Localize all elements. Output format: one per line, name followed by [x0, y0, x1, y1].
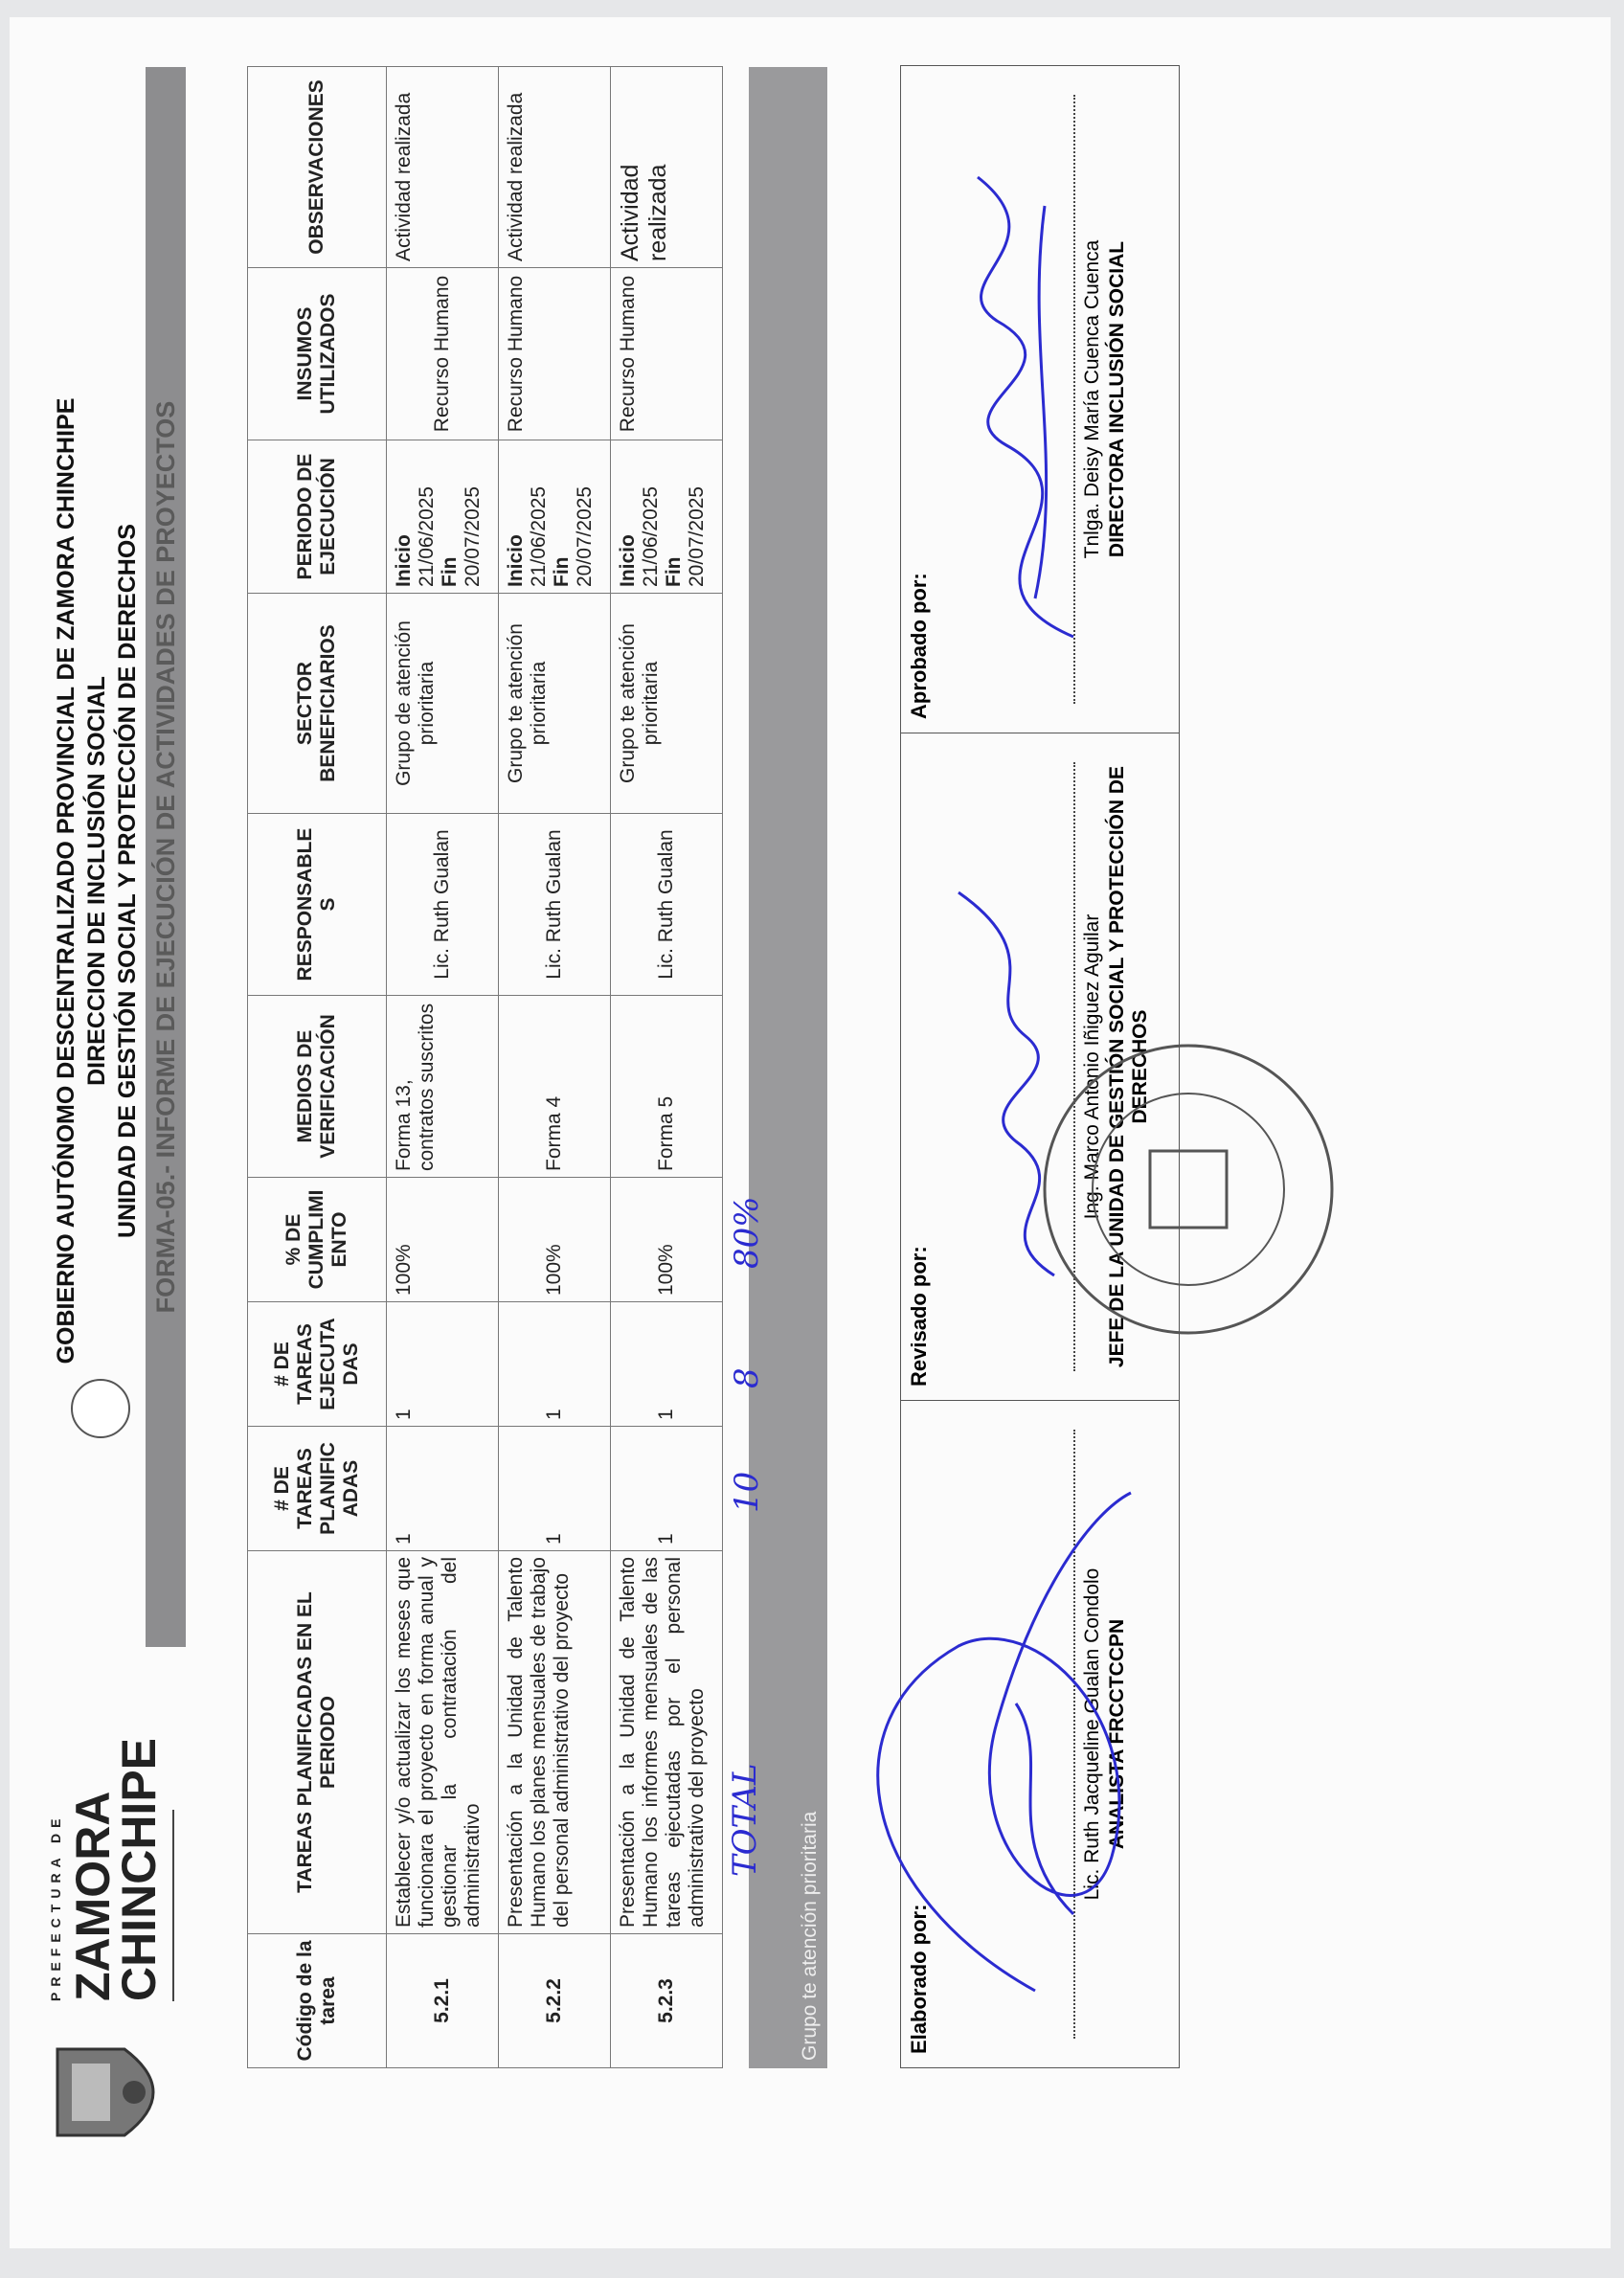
verification-means: Forma 4 — [499, 996, 611, 1178]
col-header: PERIODO DE EJECUCIÓN — [248, 440, 387, 594]
table-row — [387, 67, 499, 2068]
period-start-label: Inicio — [505, 534, 527, 587]
period-end: 20/07/2025 — [686, 485, 708, 587]
signer-name: Lic. Ruth Jacqueline Gualan Condolo — [1081, 1568, 1103, 1901]
beneficiary-sector: Grupo te atención prioritaria — [611, 594, 723, 814]
responsible: Lic. Ruth Gualan — [611, 814, 723, 996]
handwritten-percent: 80% — [728, 1196, 766, 1269]
signature-title: Aprobado por: — [907, 573, 931, 719]
col-header: % DE CUMPLIMI ENTO — [248, 1178, 387, 1302]
col-header: INSUMOS UTILIZADOS — [248, 268, 387, 440]
signature-aprobado — [901, 66, 1179, 733]
beneficiary-sector: Grupo de atención prioritaria — [387, 594, 499, 814]
signer-role: ANALISTA FRCCTCCPN — [1106, 1618, 1128, 1850]
signature-title: Revisado por: — [907, 1246, 931, 1387]
completion-percent: 100% — [387, 1178, 499, 1302]
task-description: Presentación a la Unidad de Talento Humano los planes mensuales de trabajo del personal administrativo del proyecto — [499, 1551, 611, 1934]
completion-percent: 100% — [499, 1178, 611, 1302]
col-header: # DE TAREAS EJECUTA DAS — [248, 1302, 387, 1427]
signature-elaborado — [901, 1400, 1179, 2067]
signature-revisado — [901, 733, 1179, 1400]
period-end: 20/07/2025 — [574, 485, 596, 587]
period-start: 21/06/2025 — [416, 485, 438, 587]
responsible: Lic. Ruth Gualan — [387, 814, 499, 996]
table-row — [611, 67, 723, 2068]
executed-count: 1 — [499, 1302, 611, 1427]
footer-label: Grupo te atención prioritaria — [799, 1811, 821, 2061]
signer-name: Tnlga. Deisy María Cuenca Cuenca — [1081, 239, 1103, 559]
planned-count: 1 — [387, 1427, 499, 1551]
inputs-used: Recurso Humano — [499, 268, 611, 440]
beneficiary-sector: Grupo te atención prioritaria — [499, 594, 611, 814]
header-line-2: DIRECCION DE INCLUSIÓN SOCIAL — [83, 676, 110, 1086]
executed-count: 1 — [387, 1302, 499, 1427]
col-header: Código de la tarea — [248, 1934, 387, 2068]
period-start-label: Inicio — [617, 534, 639, 587]
form-title-band: FORMA-05.- INFORME DE EJECUCIÓN DE ACTIVIDADES DE PROYECTOS — [146, 67, 186, 1647]
observations: Actividad realizada — [611, 67, 723, 268]
task-code: 5.2.3 — [611, 1934, 723, 2068]
col-header: OBSERVACIONES — [248, 67, 387, 268]
period-start: 21/06/2025 — [528, 485, 550, 587]
task-description: Presentación a la Unidad de Talento Humano los informes mensuales de las tareas ejecutadas por el personal administrativo del proyecto — [611, 1551, 723, 1934]
header-line-3: UNIDAD DE GESTIÓN SOCIAL Y PROTECCIÓN DE DERECHOS — [114, 524, 141, 1238]
period-end-label: Fin — [439, 556, 461, 587]
col-header: RESPONSABLE S — [248, 814, 387, 996]
verification-means: Forma 13, contratos suscritos — [387, 996, 499, 1178]
execution-period — [499, 440, 611, 594]
period-end-label: Fin — [551, 556, 573, 587]
signer-name: Ing. Marco Antonio Iñiguez Aguilar — [1081, 913, 1103, 1220]
handwritten-executed: 8 — [728, 1367, 766, 1388]
header-line-1: GOBIERNO AUTÓNOMO DESCENTRALIZADO PROVINCIAL DE ZAMORA CHINCHIPE — [53, 397, 79, 1365]
table-header-row — [248, 67, 387, 2068]
signer-role: DIRECTORA INCLUSIÓN SOCIAL — [1106, 240, 1128, 558]
task-code: 5.2.2 — [499, 1934, 611, 2068]
task-description: Establecer y/o actualizar los meses que funcionara el proyecto en forma anual y gestionar la contratación del administrativo — [387, 1551, 499, 1934]
signature-box — [900, 65, 1180, 2068]
inputs-used: Recurso Humano — [611, 268, 723, 440]
activities-table — [247, 66, 723, 2068]
col-header: TAREAS PLANIFICADAS EN EL PERIODO — [248, 1551, 387, 1934]
responsible: Lic. Ruth Gualan — [499, 814, 611, 996]
completion-percent: 100% — [611, 1178, 723, 1302]
official-stamp-icon — [1035, 1036, 1342, 1342]
col-header: MEDIOS DE VERIFICACIÓN — [248, 996, 387, 1178]
logo-zamora: ZAMORA — [66, 1791, 120, 2001]
handwritten-signature-icon — [844, 1474, 1188, 2010]
period-start-label: Inicio — [393, 534, 415, 587]
period-start: 21/06/2025 — [640, 485, 662, 587]
inputs-used: Recurso Humano — [387, 268, 499, 440]
executed-count: 1 — [611, 1302, 723, 1427]
planned-count: 1 — [611, 1427, 723, 1551]
signer-role: JEFE DE LA UNIDAD DE GESTIÓN SOCIAL Y PROTECCIÓN DE DERECHOS — [1106, 765, 1151, 1368]
handwritten-total: TOTAL — [726, 1763, 764, 1877]
col-header: # DE TAREAS PLANIFIC ADAS — [248, 1427, 387, 1551]
execution-period — [387, 440, 499, 594]
prefectura-logo — [38, 1724, 201, 2145]
col-header: SECTOR BENEFICIARIOS — [248, 594, 387, 814]
period-end-label: Fin — [663, 556, 685, 587]
verification-means: Forma 5 — [611, 996, 723, 1178]
handwritten-signature-icon — [920, 158, 1131, 656]
table-row — [499, 67, 611, 2068]
task-code: 5.2.1 — [387, 1934, 499, 2068]
observations: Actividad realizada — [387, 67, 499, 268]
period-end: 20/07/2025 — [462, 485, 484, 587]
planned-count: 1 — [499, 1427, 611, 1551]
logo-small-text: PREFECTURA DE — [48, 1813, 63, 2001]
execution-period — [611, 440, 723, 594]
rotated-document — [19, 17, 1591, 2183]
observations: Actividad realizada — [499, 67, 611, 268]
logo-chinchipe: CHINCHIPE — [112, 1737, 166, 2001]
signature-title: Elaborado por: — [907, 1904, 931, 2054]
handwritten-planned: 10 — [728, 1471, 766, 1513]
coat-of-arms-icon — [48, 2040, 182, 2145]
